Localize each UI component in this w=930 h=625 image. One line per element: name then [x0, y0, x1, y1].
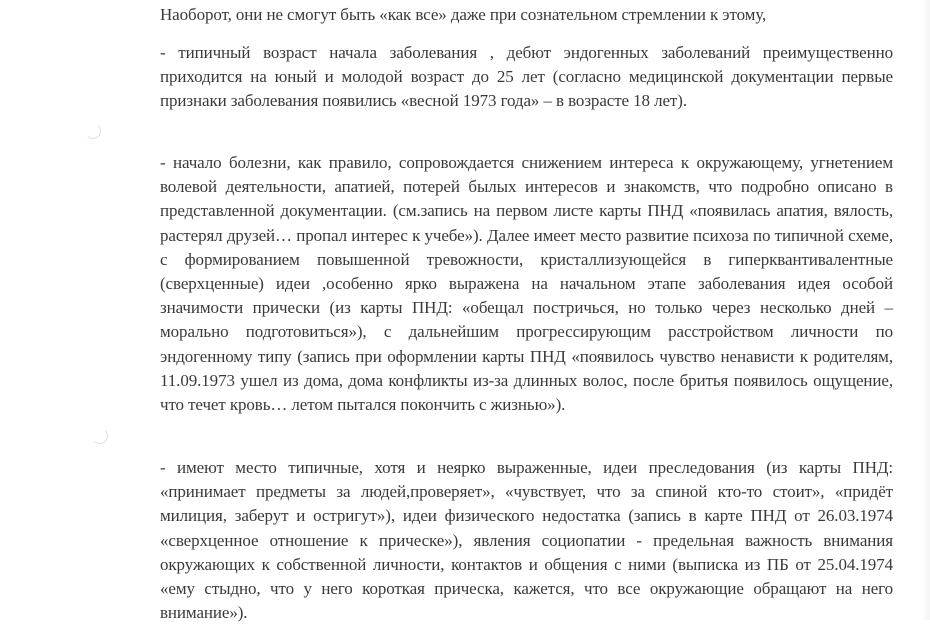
page-edge-shadow [922, 0, 930, 620]
intro-paragraph: Наоборот, они не смогут быть «как все» даже при сознательном стремлении к этому, [160, 5, 767, 24]
paragraph-disease-course: - начало болезни, как правило, сопровождается снижением интереса к окружающему, угнетением волевой деятельности, апатией, потерей былых интересов и знакомств, что подробно описано в представленной документации. (см.запись на первом листе карты ПНД «появилась апатия, вялость, растерял друзей… пропал интерес к учебе»). Далее имеет место развитие психоза по типичной схеме, с формированием повышенной тревожности, кристаллизующейся в гиперквантивалентные (сверхценные) идеи ,особенно ярко выражена на начальном этапе заболевания идея особой значимости прически (из карты ПНД: «обещал постричься, но только через несколько дней – морально подготовиться»), с дальнейшим прогрессирующим расстройством личности по эндогенному типу (запись при оформлении карты ПНД «появилось чувство ненависти к родителям, 11.09.1973 ушел из дома, дома конфликты из-за длинных волос, после бритья появилось ощущение, что течет кровь… летом пытался покончить с жизнью»). [160, 153, 893, 415]
punch-hole-mark [85, 123, 101, 139]
paragraph-persecution-ideas: - имеют место типичные, хотя и неярко выраженные, идеи преследования (из карты ПНД: «принимает предметы за людей,проверяет», «чувствует, что за спиной кто-то стоит», «придёт милиция, заберут и остригут»), идеи физического недостатка (запись в карте ПНД от 26.03.1974 «сверхценное отношение к прическе»), явления социопатии - предельная важность внимания окружающих к собственной личности, контактов и общения с ними (выписка из ПБ от 25.04.1974 «ему стыдно, что у него короткая прическа, кажется, что все окружающие обращают на него внимание»). [160, 458, 893, 623]
punch-hole-mark [92, 428, 108, 444]
paragraph-onset-age: - типичный возраст начала заболевания , дебют эндогенных заболеваний преимущественно приходится на юный и молодой возраст до 25 лет (согласно медицинской документации первые признаки заболевания появились «весной 1973 года» – в возрасте 18 лет). [160, 43, 893, 111]
